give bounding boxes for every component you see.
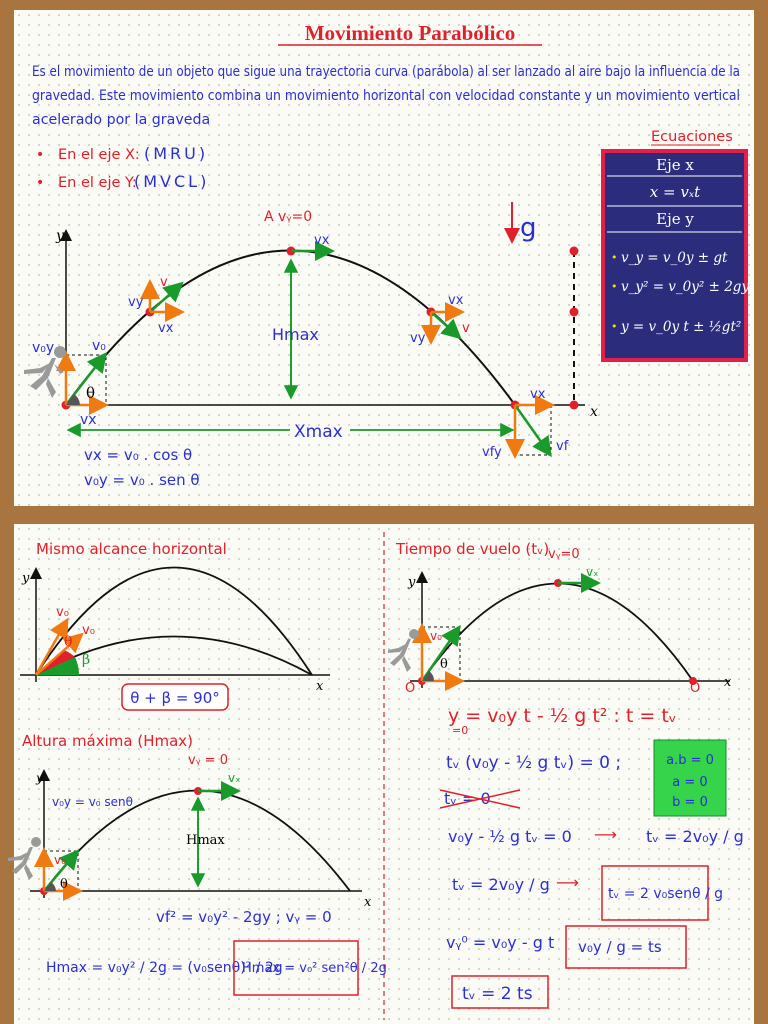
alcance-v0b: v₀	[82, 623, 95, 638]
tiempo-eq4: v₀y - ½ g tᵥ = 0	[448, 827, 572, 846]
alcance-v0a: v₀	[56, 605, 69, 620]
tiempo-eq2: tᵥ (v₀y - ½ g tᵥ) = 0 ;	[446, 753, 622, 773]
theta-label: θ	[86, 384, 96, 402]
equations-heading: Ecuaciones	[651, 129, 733, 145]
vx-label-rising: vx	[158, 321, 174, 336]
altura-v0: v₀	[54, 853, 66, 867]
bullet-dot: •	[36, 147, 45, 163]
v0-label: v₀	[92, 338, 106, 354]
tiempo-eq7: tᵥ = 2 ts	[462, 984, 533, 1004]
ab-line3: b = 0	[672, 795, 708, 810]
tiempo-origin: O	[405, 681, 416, 696]
bullet-dot: •	[36, 175, 45, 191]
tiempo-title: Tiempo de vuelo (tᵥ)	[396, 540, 550, 558]
tiempo-v0: v₀	[430, 629, 442, 643]
y-axis-label: y	[56, 228, 64, 244]
eq-y2: v_y² = v_0y² ± 2gy	[621, 279, 750, 295]
ab-line1: a.b = 0	[666, 753, 714, 768]
altura-x: x	[364, 895, 372, 910]
arrow-symbol: ⟶	[556, 873, 579, 892]
tiempo-end: O	[690, 681, 701, 696]
altura-eq1: vf² = v₀y² - 2gy ; vᵧ = 0	[156, 908, 332, 926]
altura-vy0: vᵧ = 0	[188, 753, 228, 768]
tiempo-x: x	[724, 675, 732, 690]
vx-formula: vx = v₀ . cos θ	[84, 446, 193, 464]
tiempo-theta: θ	[440, 657, 448, 672]
arrow-symbol: ⟶	[594, 825, 617, 844]
v0y-formula: v₀y = v₀ . sen θ	[84, 471, 200, 489]
altura-y: y	[36, 771, 43, 785]
alcance-result: θ + β = 90°	[130, 689, 220, 707]
tiempo-eq5-result: tᵥ = 2 v₀senθ / g	[608, 886, 724, 902]
tiempo-vy0: vᵧ=0	[548, 547, 580, 562]
vf-label: vf	[556, 439, 569, 454]
svg-text:•: •	[611, 320, 618, 333]
hmax-label: Hmax	[272, 325, 319, 344]
vx-label-top: vx	[314, 233, 330, 248]
eq-y3: y = v_0y t ± ½gt²	[621, 319, 742, 335]
runner-figure	[8, 837, 41, 880]
vy-zero-label: A vᵧ=0	[264, 209, 313, 225]
tiempo-eq3: tᵥ = 0	[444, 789, 491, 808]
vfy-label: vfy	[482, 445, 502, 460]
svg-text:•: •	[611, 251, 618, 264]
altura-eq2-result: Hmax = v₀² sen²θ / 2g	[242, 961, 387, 976]
xmax-label: Xmax	[294, 422, 343, 442]
vy-label-rising: vy	[128, 295, 144, 310]
altura-hmax: Hmax	[186, 833, 225, 848]
altura-v0y: v₀y = v₀ senθ	[52, 795, 134, 809]
eq-y1: v_y = v_0y ± gt	[621, 250, 728, 266]
alcance-x: x	[316, 679, 324, 694]
alcance-y: y	[22, 571, 30, 586]
runner-figure	[388, 629, 419, 672]
intro-line-2: gravedad. Este movimiento combina un movimiento horizontal con velocidad constante y un movimiento vertical	[32, 88, 740, 104]
alcance-beta: β	[82, 652, 91, 668]
tiempo-eq6-result: v₀y / g = ts	[578, 938, 662, 956]
tiempo-y: y	[408, 575, 416, 590]
tiempo-eq1-zero: =0	[452, 724, 469, 737]
altura-theta: θ	[60, 877, 68, 892]
tiempo-eq4-result: tᵥ = 2v₀y / g	[646, 827, 744, 846]
bullet-x-label: En el eje X:	[58, 147, 140, 163]
bullet-x-value: (MRU)	[144, 144, 209, 163]
tiempo-arc	[422, 584, 693, 682]
v0y-label: v₀y	[32, 340, 55, 356]
page-title: Movimiento Parabólico	[304, 21, 516, 45]
v-label-falling: v	[462, 321, 470, 336]
altura-eq2: Hmax = v₀y² / 2g = (v₀senθ)² / 2g	[46, 960, 283, 976]
intro-line-3: acelerado por la graveda	[32, 112, 211, 128]
vy-label-falling: vy	[410, 331, 426, 346]
tiempo-eq6: vᵧ⁰ = v₀y - g t	[446, 933, 555, 952]
x-axis-label: x	[590, 404, 598, 420]
altura-title: Altura máxima (Hmax)	[22, 732, 194, 750]
alcance-title: Mismo alcance horizontal	[36, 540, 227, 558]
v-label-rising: v	[160, 275, 168, 290]
bullet-y-label: En el eje Y:	[58, 175, 137, 191]
svg-text:•: •	[611, 280, 618, 293]
eje-y-heading: Eje y	[656, 210, 694, 228]
eq-x: x = vₓt	[649, 183, 701, 201]
vx-label: vx	[80, 412, 97, 428]
altura-vx: vₓ	[228, 771, 241, 785]
vx-label-falling: vx	[448, 293, 464, 308]
intro-line-1: Es el movimiento de un objeto que sigue una trayectoria curva (parábola) al ser lanzado al aire bajo la influencia de la	[32, 64, 740, 80]
vx-label-landing: vx	[530, 387, 546, 402]
high-arc	[36, 568, 312, 676]
bullet-y-value: (MVCL)	[134, 172, 210, 191]
ab-line2: a = 0	[672, 775, 708, 790]
eje-x-heading: Eje x	[656, 156, 694, 174]
gravity-label: g	[520, 213, 537, 243]
tiempo-eq1: y = v₀y t - ½ g t² : t = tᵥ	[448, 705, 677, 727]
tiempo-eq5: tᵥ = 2v₀y / g	[452, 875, 550, 894]
alcance-theta: θ	[64, 634, 73, 650]
tiempo-vx: vₓ	[586, 565, 599, 579]
